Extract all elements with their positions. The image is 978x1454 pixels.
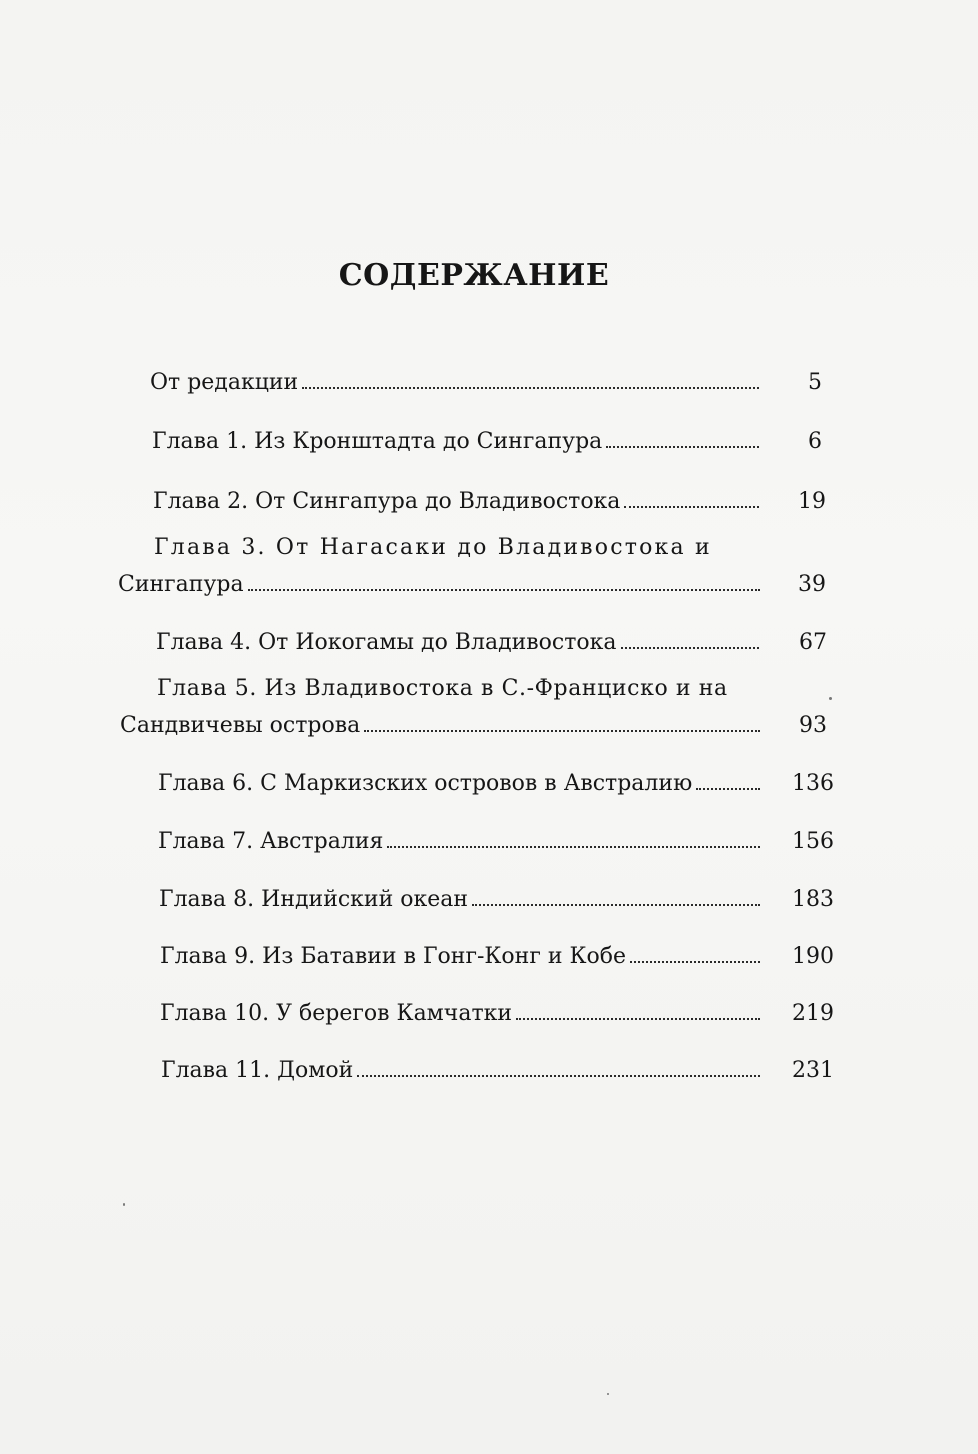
toc-entry <box>120 711 766 741</box>
dot-leader <box>621 646 759 649</box>
toc-entry <box>158 827 766 857</box>
dot-leader <box>364 729 760 732</box>
toc-entry <box>159 885 766 915</box>
paper-speck <box>829 697 832 700</box>
dot-leader <box>472 903 760 906</box>
dot-leader <box>248 588 760 591</box>
toc-entry <box>158 769 766 799</box>
dot-leader <box>630 960 760 963</box>
toc-entry <box>160 999 766 1029</box>
toc-entry <box>156 628 765 658</box>
toc-page-number: 93 <box>799 713 827 738</box>
dot-leader <box>302 386 759 389</box>
dot-leader <box>696 787 760 790</box>
toc-page-number: 183 <box>792 887 834 912</box>
toc-entry-label: Сандвичевы острова <box>120 713 361 738</box>
toc-entry-label: Глава 8. Индийский океан <box>159 887 469 912</box>
paper-speck <box>123 1203 125 1206</box>
toc-page-number: 156 <box>792 829 834 854</box>
toc-page-number: 39 <box>798 572 826 597</box>
toc-page-number: 219 <box>792 1001 834 1026</box>
toc-entry <box>118 570 766 600</box>
toc-entry-label: Глава 1. Из Кронштадта до Сингапура <box>152 429 603 454</box>
toc-page-number: 67 <box>799 630 827 655</box>
toc-entry-label: Глава 2. От Сингапура до Владивостока <box>153 489 621 514</box>
toc-entry-label: Глава 6. С Маркизских островов в Австралию <box>158 771 693 796</box>
dot-leader <box>606 445 759 448</box>
dot-leader <box>516 1017 760 1020</box>
toc-entry-first-line: Глава 5. Из Владивостока в С.-Франциско и на <box>157 676 728 701</box>
toc-entry-first-line: Глава 3. От Нагасаки до Владивостока и <box>154 535 712 560</box>
toc-entry-label: Глава 7. Австралия <box>158 829 384 854</box>
toc-entry-label: Сингапура <box>118 572 244 597</box>
toc-entry-label: Глава 10. У берегов Камчатки <box>160 1001 513 1026</box>
toc-entry-label: Глава 4. От Иокогамы до Владивостока <box>156 630 617 655</box>
dot-leader <box>624 505 759 508</box>
toc-heading: СОДЕРЖАНИЕ <box>338 258 610 293</box>
toc-entry <box>153 487 765 517</box>
dot-leader <box>357 1074 760 1077</box>
paper-speck <box>607 1393 609 1395</box>
toc-page-number: 190 <box>792 944 834 969</box>
toc-page-number: 6 <box>808 429 822 454</box>
toc-entry <box>160 942 766 972</box>
toc-page-number: 5 <box>808 370 822 395</box>
toc-page-number: 231 <box>792 1058 834 1083</box>
toc-page-number: 19 <box>798 489 826 514</box>
toc-entry <box>161 1056 766 1086</box>
toc-entry-label: Глава 11. Домой <box>161 1058 354 1083</box>
toc-entry-label: От редакции <box>150 370 299 395</box>
toc-page-number: 136 <box>792 771 834 796</box>
dot-leader <box>387 845 760 848</box>
toc-entry <box>150 368 765 398</box>
toc-entry <box>152 427 765 457</box>
toc-entry-label: Глава 9. Из Батавии в Гонг-Конг и Кобе <box>160 944 627 969</box>
